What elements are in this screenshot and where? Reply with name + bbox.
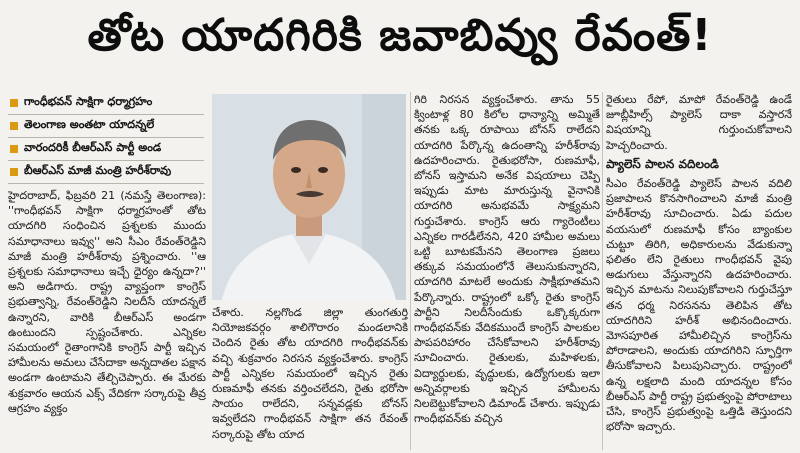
- article-paragraph: గిరి నిరసన వ్యక్తంచేశారు. తాను 55 క్వింటాళ్ల 80 కిలోల ధాన్యాన్ని అమ్మితే తనకు ఒక్క రూపాయి బోనస్ రాలేదని యాదగిరి పేర్కొన్న ఉదంతాన్ని హరీశ్‌రావు ఉదహరించారు. రైతుభరోసా, రుణమాఫీ, బోనస్ ఇస్తామని అనేక విషయాలు చెప్పి ఇప్పుడు మాట మారుస్తున్న వైనానికి యాదగిరి అనుభవమే సాక్ష్యమని గుర్తుచేశారు. కాంగ్రెస్ ఆరు గ్యారెంటీలు ఎన్నికల గారడీలేనని, 420 హామీల అమలు ఒట్టి బూటకమేనని తెలంగాణ ప్రజలు తక్కువ సమయంలోనే తెలుసుకున్నారని, యాదగిరి మాటలే అందుకు సాక్షీభూతమని పేర్కొన్నారు. రాష్ట్రంలో ఒక్కో రైతు కాంగ్రెస్ పార్టీని నిలదీసేందుకు ఒక్కొక్కరుగా గాంధీభవన్‌కు వేదికముందే కాంగ్రెస్ పాలకుల పాపపరిహారం చేసేకోవాలని హరీశ్‌రావు సూచించారు. రైతులకు, మహిళలకు, విద్యార్థులకు, వృద్ధులకు, ఉద్యోగులకు ఇలా అన్నివర్గాలకు ఇచ్చిన హామీలను నిలబెట్టుకోవాలని డిమాండ్ చేశారు. ఇప్పుడు గాంధీభవన్‌కు వచ్చిన: [414, 93, 600, 426]
- article-paragraph: రైతులు రేపో, మాపో రేవంత్‌రెడ్డి ఉండే జూబ్లీహిల్స్ ప్యాలెస్ దాకా వస్తారనే విషయాన్ని గుర్తుంచుకోవాలని హెచ్చరించారు.: [606, 93, 792, 152]
- section-subheading: ప్యాలెస్ పాలన వదిలండి: [606, 156, 719, 171]
- square-bullet-icon: [10, 99, 18, 107]
- highlight-text: తెలంగాణ అంతటా యాదన్నలే: [24, 118, 155, 131]
- article-column-4: [606, 92, 792, 450]
- highlight-item: [8, 115, 204, 138]
- article-column-2: [212, 305, 408, 451]
- portrait-image: [212, 94, 406, 300]
- article-paragraph: సీఎం రేవంత్‌రెడ్డి ప్యాలెస్ పాలన వదిలి ప్రజాపాలన కొనసాగించాలని మాజీ మంత్రి హరీశ్‌రావు సూచించారు. ఏడు పదుల వయసులో రుణమాఫీ కోసం బ్యాంకుల చుట్టూ తిరిగి, అధికారులను వేడుకున్నా ఫలితం లేని రైతులు గాంధీభవన్ వైపు అడుగులు వేస్తున్నారని ఉదహరించారు. ఇచ్చిన మాటను నిలుపుకోవాలని గుర్తుచేస్తూ తన ధర్మ నిరసనను తెలిపిన తోట యాదగిరిని హరీశ్ అభినందించారు. మోసపూరిత హామీలిచ్చిన కాంగ్రెస్‌ను పోరాడాలని, అందుకు యాదగిరిని స్ఫూర్తిగా తీసుకోవాలని పిలుపునిచ్చారు. రాష్ట్రంలో ఉన్న లక్షలాది మంది యాదన్నల కోసం బీఆర్ఎస్ పార్టీ రాష్ట్ర ప్రభుత్వంపై పోరాటాలు చేసి, కాంగ్రెస్ ప్రభుత్వంపై ఒత్తిడి తెస్తుందని భరోసా ఇచ్చారు.: [606, 177, 792, 434]
- column-divider: [602, 92, 603, 450]
- square-bullet-icon: [10, 168, 18, 176]
- article-column-3: [414, 92, 600, 450]
- politician-photo: [212, 94, 406, 300]
- highlight-item: [8, 138, 204, 161]
- article-paragraph: చేశారు. నల్లగొండ జిల్లా తుంగతుర్తి నియోజకవర్గం శాలిగౌరారం మండలానికి చెందిన రైతు తోట యాదగిరి గాంధీభవన్‌కు వచ్చి శుక్రవారం నిరసన వ్యక్తంచేశారు. కాంగ్రెస్ పార్టీ ఎన్నికల సమయంలో ఇచ్చిన రైతు రుణమాఫీ తనకు వర్తించలేదని, రైతు భరోసా సాయం రాలేదని, సన్నవడ్లకు బోనస్ ఇవ్వలేదని గాంధీభవన్ సాక్షిగా తన రేవంత్ సర్కారుపై తోట యాద: [212, 306, 408, 441]
- headline: తోట యాదగిరికి జవాబివ్వు రేవంత్!: [87, 10, 713, 61]
- article-paragraph: హైదరాబాద్, ఫిబ్రవరి 21 (నమస్తే తెలంగాణ): ''గాంధీభవన్ సాక్షిగా ధర్మాగ్రహంతో తోట యాదగిరి సంధించిన ప్రశ్నలకు ముందు సమాధానాలు ఇవ్వు'' అని సీఎం రేవంత్‌రెడ్డిని మాజీ మంత్రి హరీశ్‌రావు ప్రశ్నించారు. ''ఆ ప్రశ్నలకు సమాధానాలు ఇచ్చే ధైర్యం ఉన్నదా?'' అని అడిగారు. రాష్ట్ర వ్యాప్తంగా కాంగ్రెస్ ప్రభుత్వాన్ని, రేవంత్‌రెడ్డిని నిలదీసే యాదన్నలే ఉన్నారని, వారికి బీఆర్ఎస్ అండగా ఉంటుందని స్పష్టంచేశారు. ఎన్నికల సమయంలో రైతాంగానికి కాంగ్రెస్ పార్టీ ఇచ్చిన హామీలను అమలు చేసేదాకా అన్నదాతల పక్షాన అండగా ఉంటామని తేల్చిచెప్పారు. ఈ మేరకు శుక్రవారం ఆయన ఎక్స్ వేదికగా సర్కారుపై తీవ్ర ఆగ్రహం వ్యక్తం: [8, 189, 206, 415]
- highlight-text: బీఆర్ఎస్ మాజీ మంత్రి హరీశ్‌రావు: [24, 164, 172, 177]
- article-column-1: [8, 188, 206, 450]
- highlight-text: గాంధీభవన్ సాక్షిగా ధర్మాగ్రహం: [24, 95, 153, 108]
- column-divider: [410, 92, 411, 450]
- highlight-text: వారందరికీ బీఆర్ఎస్ పార్టీ అండ: [24, 141, 162, 154]
- highlight-item: [8, 92, 204, 115]
- highlight-item: [8, 161, 204, 184]
- square-bullet-icon: [10, 145, 18, 153]
- square-bullet-icon: [10, 122, 18, 130]
- highlights-box: [8, 92, 204, 184]
